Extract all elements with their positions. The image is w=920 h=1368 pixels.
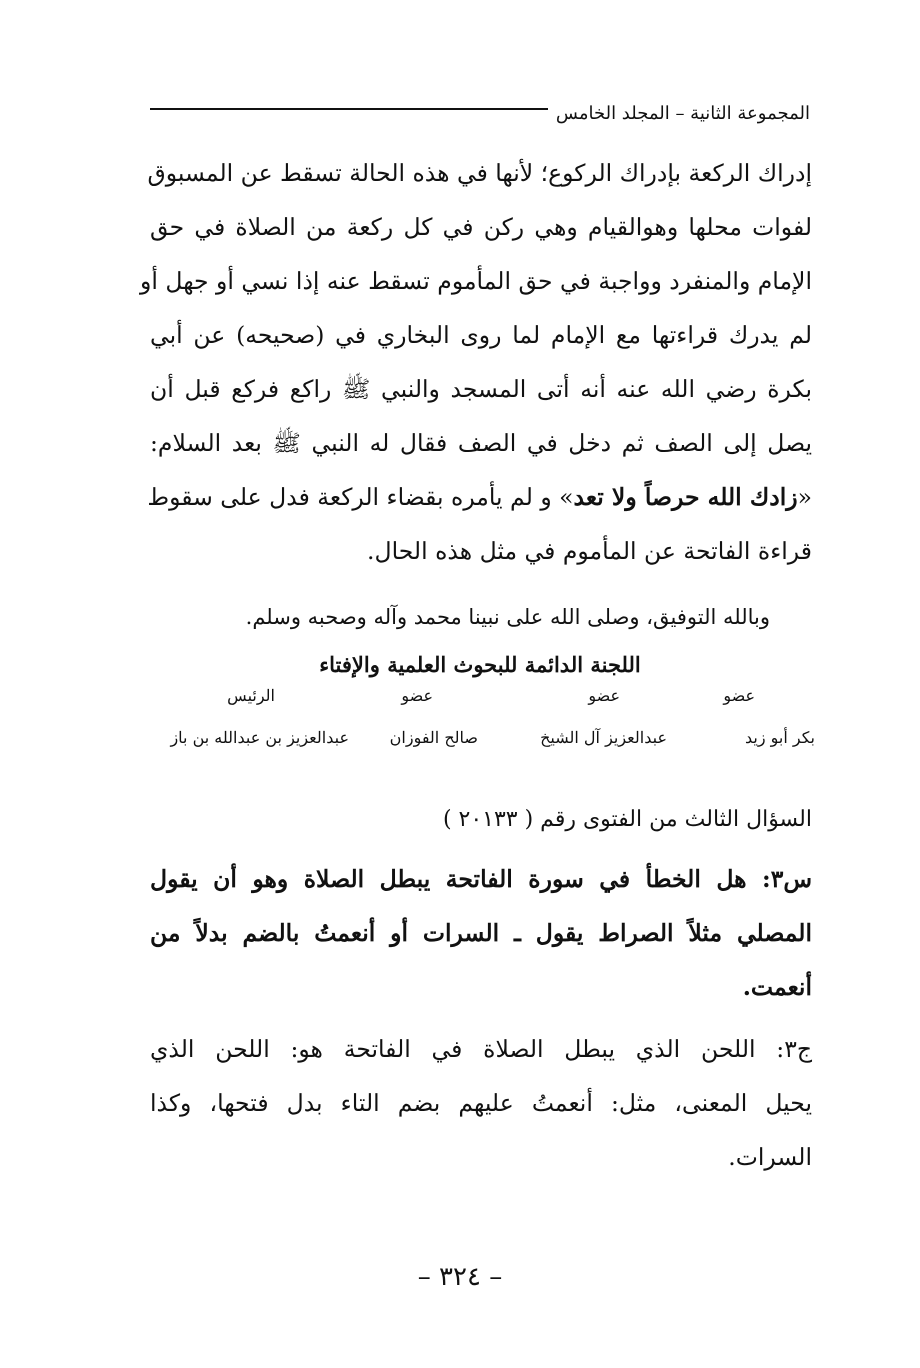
role-member-2: عضو — [588, 686, 620, 705]
question-line: المصلي مثلاً الصراط يقول ـ السرات أو أنعمتُ بالضم بدلاً من — [150, 919, 812, 947]
question-paragraph — [150, 852, 812, 1014]
running-header — [150, 98, 810, 128]
name-ibn-baz: عبدالعزيز بن عبدالله بن باز — [170, 728, 349, 747]
quote-open: « — [797, 483, 812, 511]
quote-rest: » و لم يأمره بقضاء الركعة فدل على سقوط — [147, 483, 574, 511]
answer-line: ج٣: اللحن الذي يبطل الصلاة في الفاتحة هو: اللحن الذي — [150, 1035, 812, 1063]
closing-formula: وبالله التوفيق، وصلى الله على نبينا محمد وآله وصحبه وسلم. — [245, 605, 770, 629]
paragraph-line: يصل إلى الصف ثم دخل في الصف فقال له النبي ﷺ بعد السلام: — [150, 429, 812, 457]
question-heading: السؤال الثالث من الفتوى رقم ( ٢٠١٣٣ ) — [442, 807, 812, 832]
name-saleh-al-fawzan: صالح الفوزان — [389, 728, 478, 747]
signature-names — [150, 728, 815, 756]
header-rule — [150, 108, 548, 110]
role-member-1: عضو — [723, 686, 755, 705]
name-bakr-abu-zaid: بكر أبو زيد — [744, 728, 815, 747]
committee-title: اللجنة الدائمة للبحوث العلمية والإفتاء — [319, 652, 641, 677]
paragraph-line: بكرة رضي الله عنه أنه أتى المسجد والنبي ﷺ راكع فركع قبل أن — [150, 375, 812, 403]
paragraph-line: الإمام والمنفرد وواجبة في حق المأموم تسقط عنه إذا نسي أو جهل أو — [140, 267, 812, 295]
header-title: المجموعة الثانية – المجلد الخامس — [555, 102, 810, 124]
fatwa-paragraph — [140, 146, 812, 578]
answer-paragraph — [150, 1022, 812, 1184]
question-line: أنعمت. — [742, 973, 812, 1001]
paragraph-line: لفوات محلها وهوالقيام وهي ركن في كل ركعة من الصلاة في حق — [150, 213, 812, 241]
hadith-quote-line — [147, 470, 812, 524]
paragraph-line: قراءة الفاتحة عن المأموم في مثل هذه الحال. — [367, 537, 812, 565]
answer-line: يحيل المعنى، مثل: أنعمتُ عليهم بضم التاء بدل فتحها، وكذا — [150, 1089, 812, 1117]
signature-roles — [150, 686, 815, 714]
name-abdulaziz-al-sheikh: عبدالعزيز آل الشيخ — [540, 728, 667, 747]
role-president: الرئيس — [227, 686, 275, 705]
role-member-3: عضو — [401, 686, 433, 705]
question-line: س٣: هل الخطأ في سورة الفاتحة يبطل الصلاة وهو أن يقول — [150, 865, 812, 893]
page-number: – ٣٢٤ – — [417, 1262, 503, 1292]
hadith-quote: زادك الله حرصاً ولا تعد — [573, 483, 798, 511]
paragraph-line: إدراك الركعة بإدراك الركوع؛ لأنها في هذه الحالة تسقط عن المسبوق — [147, 159, 812, 187]
answer-line: السرات. — [728, 1143, 812, 1171]
paragraph-line: لم يدرك قراءتها مع الإمام لما روى البخاري في (صحيحه) عن أبي — [150, 321, 812, 349]
